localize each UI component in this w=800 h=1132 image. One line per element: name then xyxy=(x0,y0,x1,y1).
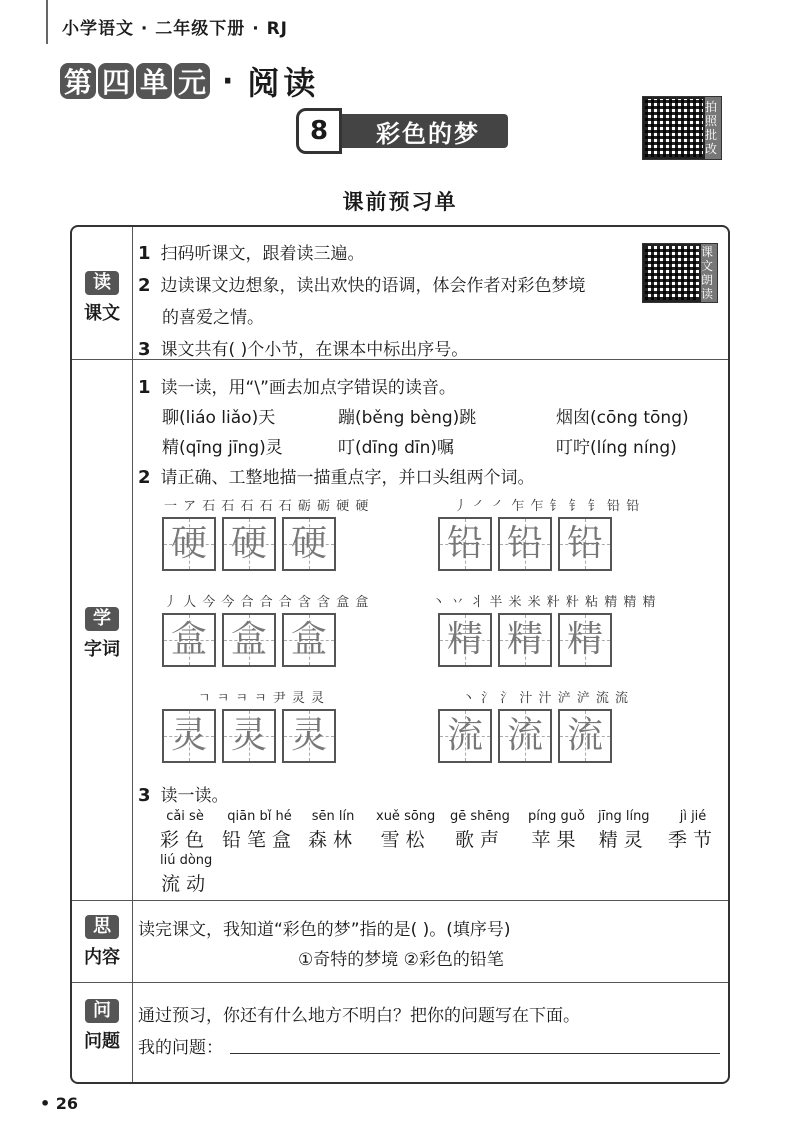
read-item-2: 2 边读课文边想象，读出欢快的语调，体会作者对彩色梦境 xyxy=(138,275,586,296)
learn-q2: 2 请正确、工整地描一描重点字，并口头组两个词。 xyxy=(138,467,535,488)
unit-name: 阅读 xyxy=(247,64,320,102)
pinyin-pair: 叮咛(líng níng) xyxy=(556,438,677,458)
vocab-word: gē shēng 歌声 xyxy=(450,809,510,851)
think-options: ①奇特的梦境 ②彩色的铅笔 xyxy=(298,950,504,970)
worksheet-frame xyxy=(70,225,730,1084)
qr-code-icon xyxy=(643,244,701,302)
vocab-word: xuě sōng 雪松 xyxy=(376,809,436,851)
tracing-row xyxy=(438,613,612,667)
stroke-order: ㄱ ㅋ ㅋ ㅋ 尹 灵 灵 xyxy=(198,691,326,706)
pinyin-pair: 聊(liáo liǎo)天 xyxy=(162,408,276,428)
tracing-cell[interactable]: 盒 xyxy=(222,613,276,667)
tag-ask-sub: 问题 xyxy=(84,1031,120,1052)
unit-char: 第 xyxy=(60,63,96,99)
tracing-cell[interactable]: 铅 xyxy=(558,517,612,571)
tag-ask: 问 xyxy=(85,999,119,1023)
column-divider xyxy=(132,227,133,1082)
vocab-word: sēn lín 森林 xyxy=(308,809,359,851)
page-number: • 26 xyxy=(40,1094,79,1113)
vocab-word: píng guǒ 苹果 xyxy=(528,809,585,851)
unit-separator: · xyxy=(222,63,234,99)
tracing-cell[interactable]: 精 xyxy=(558,613,612,667)
tracing-cell[interactable]: 流 xyxy=(438,709,492,763)
tracing-cell[interactable]: 精 xyxy=(438,613,492,667)
tag-learn: 学 xyxy=(85,607,119,631)
tracing-cell[interactable]: 铅 xyxy=(498,517,552,571)
unit-char: 元 xyxy=(174,63,210,99)
pinyin-pair: 蹦(běng bèng)跳 xyxy=(338,408,477,428)
tracing-cell[interactable]: 铅 xyxy=(438,517,492,571)
stroke-order: 一 ア 石 石 石 石 石 砺 砺 硬 硬 xyxy=(164,499,370,514)
stroke-order: 丶 氵 氵 汁 汁 浐 浐 流 流 xyxy=(462,691,630,706)
vocab-word: jīng líng 精灵 xyxy=(598,809,650,851)
tracing-row xyxy=(162,517,336,571)
unit-char: 四 xyxy=(98,63,134,99)
tracing-cell[interactable]: 灵 xyxy=(282,709,336,763)
lesson-banner xyxy=(296,110,508,152)
tracing-cell[interactable]: 灵 xyxy=(222,709,276,763)
label-ask xyxy=(72,999,132,1053)
learn-q3: 3 读一读。 xyxy=(138,785,229,806)
stroke-order: 丶 丷 丬 半 米 米 籵 籵 粘 精 精 精 xyxy=(432,595,657,610)
think-question: 读完课文，我知道“彩色的梦”指的是( )。(填序号) xyxy=(138,920,511,940)
label-read xyxy=(72,271,132,325)
row-divider xyxy=(72,982,728,983)
tag-learn-sub: 字词 xyxy=(84,639,120,660)
tracing-row xyxy=(162,613,336,667)
qr-audio[interactable] xyxy=(642,243,718,303)
tracing-cell[interactable]: 盒 xyxy=(282,613,336,667)
read-item-2-cont: 的喜爱之情。 xyxy=(162,308,264,328)
tag-think-sub: 内容 xyxy=(84,947,120,968)
unit-title xyxy=(60,58,319,104)
tag-think: 思 xyxy=(85,915,119,939)
stroke-order: 丿 人 今 今 合 合 合 含 含 盒 盒 xyxy=(164,595,370,610)
pinyin-pair: 精(qīng jīng)灵 xyxy=(162,438,283,458)
stroke-order: 丿 ㇒ ㇒ 乍 乍 钅 钅 钅 铅 铅 xyxy=(454,499,641,514)
corner-mark xyxy=(38,0,48,44)
vocab-word: liú dòng 流动 xyxy=(160,853,213,895)
book-header: 小学语文 · 二年级下册 · RJ xyxy=(62,19,289,39)
qr-code-icon xyxy=(643,97,705,159)
read-item-1: 1 扫码听课文，跟着读三遍。 xyxy=(138,243,365,264)
ask-prompt: 通过预习，你还有什么地方不明白？把你的问题写在下面。 xyxy=(138,1006,580,1026)
tracing-cell[interactable]: 盒 xyxy=(162,613,216,667)
tracing-cell[interactable]: 硬 xyxy=(162,517,216,571)
vocab-word: jì jié 季节 xyxy=(668,809,719,851)
label-learn xyxy=(72,607,132,661)
qr-label: 拍照批改 xyxy=(705,97,721,159)
vocab-word: cǎi sè 彩色 xyxy=(160,809,211,851)
tracing-row xyxy=(438,709,612,763)
answer-line[interactable] xyxy=(230,1053,720,1054)
tracing-row xyxy=(438,517,612,571)
unit-char: 单 xyxy=(136,63,172,99)
label-think xyxy=(72,915,132,969)
lesson-number: 8 xyxy=(296,108,342,154)
qr-photo-grading[interactable] xyxy=(642,96,722,160)
qr-audio-label: 课文朗读 xyxy=(701,244,717,302)
section-title: 课前预习单 xyxy=(342,190,458,214)
tracing-cell[interactable]: 精 xyxy=(498,613,552,667)
vocab-word: qiān bǐ hé 铅笔盒 xyxy=(222,809,298,851)
lesson-title: 彩色的梦 xyxy=(342,114,508,148)
tracing-cell[interactable]: 硬 xyxy=(222,517,276,571)
read-item-3: 3 课文共有( )个小节，在课本中标出序号。 xyxy=(138,339,469,360)
tracing-cell[interactable]: 硬 xyxy=(282,517,336,571)
tracing-cell[interactable]: 流 xyxy=(558,709,612,763)
learn-q1: 1 读一读，用“\”画去加点字错误的读音。 xyxy=(138,377,456,398)
tracing-cell[interactable]: 流 xyxy=(498,709,552,763)
ask-answer-label: 我的问题： xyxy=(138,1038,223,1058)
tag-read: 读 xyxy=(85,271,119,295)
tracing-cell[interactable]: 灵 xyxy=(162,709,216,763)
row-divider xyxy=(72,900,728,901)
pinyin-pair: 烟囱(cōng tōng) xyxy=(556,408,689,428)
tag-read-sub: 课文 xyxy=(84,303,120,324)
tracing-row xyxy=(162,709,336,763)
pinyin-pair: 叮(dīng dīn)嘱 xyxy=(338,438,455,458)
